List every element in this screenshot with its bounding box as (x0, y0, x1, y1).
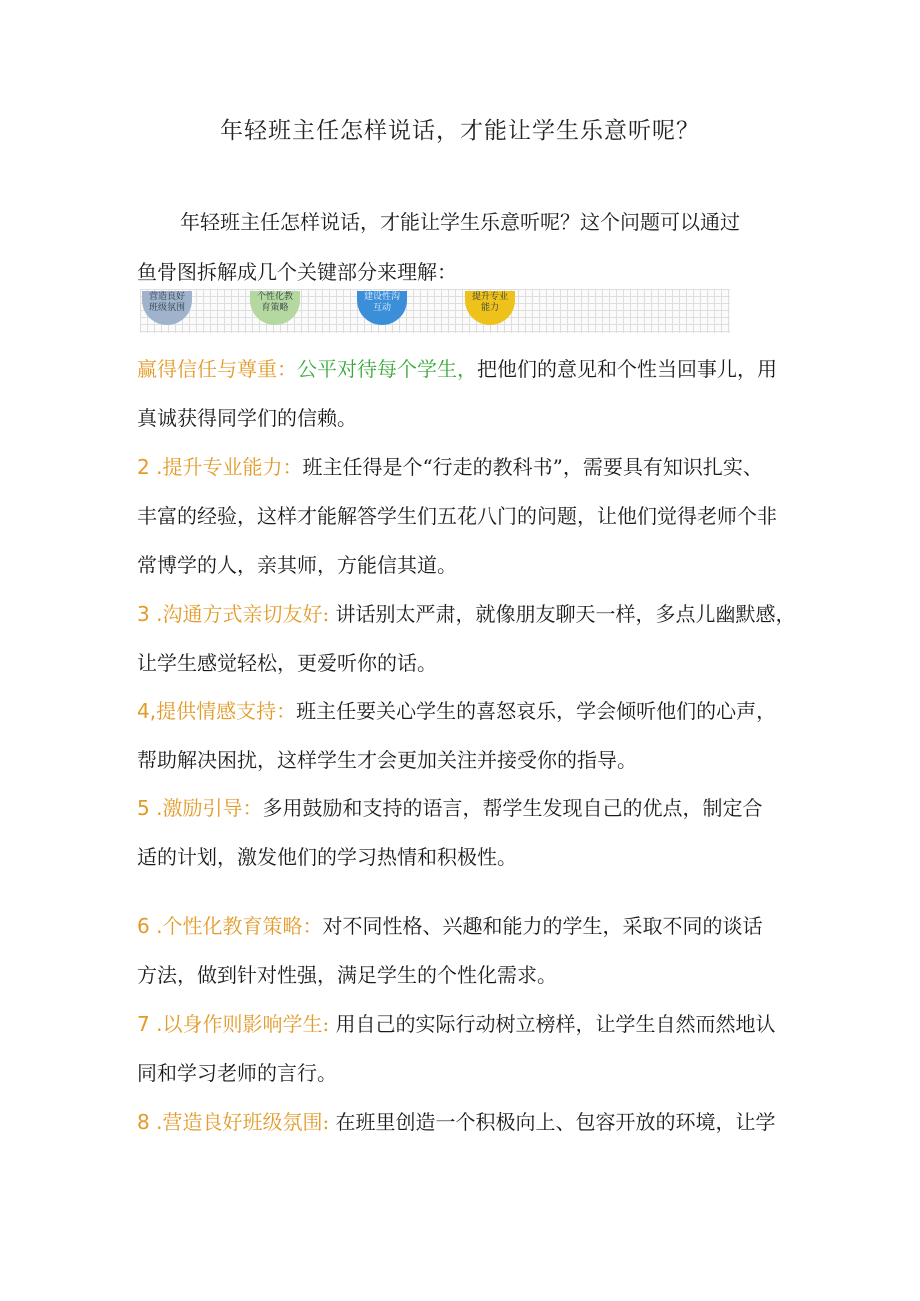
item-number: 7 . (137, 1012, 163, 1036)
item-text: 真诚获得同学们的信赖。 (137, 406, 357, 430)
item-text: 用自己的实际行动树立榜样，让学生自然而然地认 (329, 1012, 776, 1036)
item-number: 3 . (137, 602, 163, 626)
item-heading: 以身作则影响学生: (162, 1012, 330, 1036)
item-class-atmosphere (137, 1098, 817, 1147)
item-heading: 提升专业能力： (162, 455, 303, 479)
item-heading: 激励引导： (162, 796, 263, 820)
item-text: 班主任要关心学生的喜怒哀乐，学会倾听他们的心声， (296, 699, 777, 723)
item-number: 5 . (137, 796, 163, 820)
fishbone-node-class-atmosphere: 营造良好 班级氛围 (142, 291, 192, 325)
item-text: 班主任得是个“行走的教科书”，需要具有知识扎实、 (302, 455, 763, 479)
item-lead-by-example (137, 1000, 817, 1098)
item-text: 让学生感觉轻松，更爱听你的话。 (137, 651, 437, 675)
item-text: 多用鼓励和支持的语言，帮学生发现自己的优点，制定合 (262, 796, 763, 820)
document-title: 年轻班主任怎样说话，才能让学生乐意听呢？ (220, 118, 700, 144)
item-text: 常博学的人，亲其师，方能信其道。 (137, 553, 457, 577)
item-text: 对不同性格、兴趣和能力的学生，采取不同的谈话 (322, 914, 763, 938)
fishbone-node-personalized-strategy: 个性化教 育策略 (250, 291, 300, 325)
item-text: 同和学习老师的言行。 (137, 1061, 337, 1085)
item-heading: 提供情感支持： (156, 699, 297, 723)
item-text: 适的计划，激发他们的学习热情和积极性。 (137, 845, 517, 869)
item-trust-respect (137, 345, 817, 443)
fishbone-diagram-strip (140, 289, 730, 333)
item-text: 讲话别太严肃，就像朋友聊天一样，多点儿幽默感， (329, 602, 796, 626)
item-heading: 沟通方式亲切友好: (162, 602, 330, 626)
item-number: 4, (137, 699, 157, 723)
fishbone-node-professional-ability: 提升专业 能力 (465, 291, 515, 325)
item-text: 在班里创造一个积极向上、包容开放的环境，让学 (329, 1110, 776, 1134)
item-text: 把他们的意见和个性当回事儿，用 (477, 357, 777, 381)
item-number: 6 . (137, 914, 163, 938)
item-text: 方法，做到针对性强，满足学生的个性化需求。 (137, 963, 557, 987)
item-heading: 个性化教育策略： (162, 914, 323, 938)
item-heading: 赢得信任与尊重： (137, 357, 297, 381)
fishbone-node-constructive-interaction: 建设性沟 互动 (357, 291, 407, 325)
item-highlight: 公平对待每个学生， (297, 357, 477, 381)
item-text: 帮助解决困扰，这样学生才会更加关注并接受你的指导。 (137, 748, 637, 772)
item-text: 丰富的经验，这样才能解答学生们五花八门的问题，让他们觉得老师个非 (137, 504, 777, 528)
item-emotional-support (137, 687, 817, 785)
item-friendly-communication (137, 590, 817, 688)
item-heading: 营造良好班级氛围: (162, 1110, 330, 1134)
intro-line-1: 年轻班主任怎样说话，才能让学生乐意听呢？这个问题可以通过 (180, 210, 740, 234)
item-number: 8 . (137, 1110, 163, 1134)
item-encouragement (137, 784, 817, 882)
item-professional-ability (137, 443, 817, 590)
item-personalized-strategy (137, 902, 817, 1000)
item-number: 2 . (137, 455, 163, 479)
intro-line-2: 鱼骨图拆解成几个关键部分来理解： (137, 260, 457, 284)
